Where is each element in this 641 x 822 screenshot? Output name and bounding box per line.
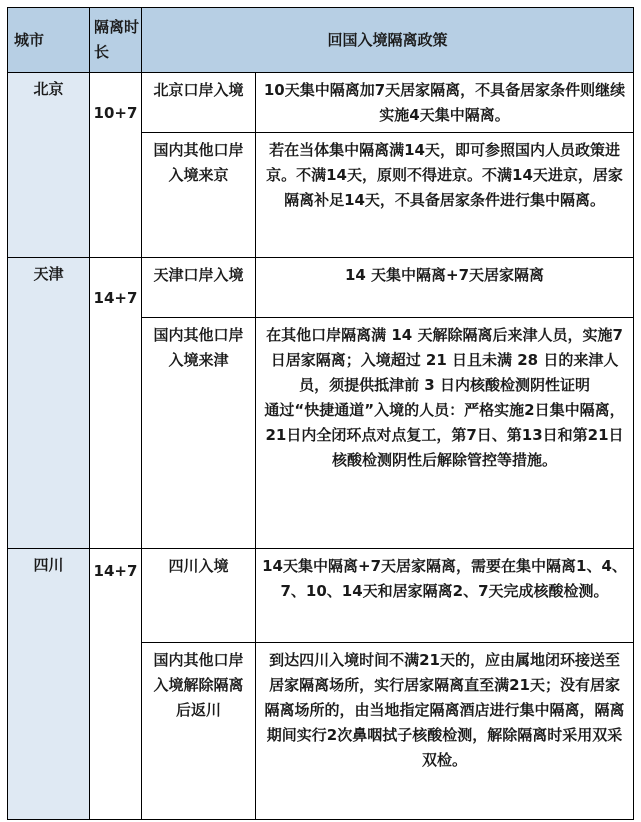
header-policy: 回国入境隔离政策 bbox=[142, 8, 634, 73]
entry-type-cell: 国内其他口岸入境来津 bbox=[142, 318, 256, 549]
city-cell-tianjin: 天津 bbox=[8, 258, 90, 549]
duration-cell-sichuan: 14+7 bbox=[90, 549, 142, 820]
header-duration: 隔离时长 bbox=[90, 8, 142, 73]
entry-type-cell: 天津口岸入境 bbox=[142, 258, 256, 318]
policy-cell: 14 天集中隔离+7天居家隔离 bbox=[256, 258, 634, 318]
policy-cell: 若在当体集中隔离满14天，即可参照国内人员政策进京。不满14天，原则不得进京。不满14天进京，居家隔离补足14天，不具备居家条件进行集中隔离。 bbox=[256, 133, 634, 258]
policy-cell: 到达四川入境时间不满21天的，应由属地闭环接送至居家隔离场所，实行居家隔离直至满21天；没有居家隔离场所的，由当地指定隔离酒店进行集中隔离，隔离期间实行2次鼻咽拭子核酸检测，解除隔离时采用双采双检。 bbox=[256, 643, 634, 820]
entry-type-cell: 四川入境 bbox=[142, 549, 256, 643]
table-row bbox=[8, 73, 634, 133]
entry-type-cell: 国内其他口岸入境解除隔离后返川 bbox=[142, 643, 256, 820]
policy-table bbox=[7, 7, 634, 820]
table-row bbox=[8, 258, 634, 318]
policy-cell: 10天集中隔离加7天居家隔离，不具备居家条件则继续实施4天集中隔离。 bbox=[256, 73, 634, 133]
header-row bbox=[8, 8, 634, 73]
duration-cell-tianjin: 14+7 bbox=[90, 258, 142, 549]
table-row bbox=[8, 549, 634, 643]
entry-type-cell: 国内其他口岸入境来京 bbox=[142, 133, 256, 258]
duration-cell-beijing: 10+7 bbox=[90, 73, 142, 258]
header-city: 城市 bbox=[8, 8, 90, 73]
city-cell-sichuan: 四川 bbox=[8, 549, 90, 820]
policy-cell: 14天集中隔离+7天居家隔离，需要在集中隔离1、4、7、10、14天和居家隔离2、7天完成核酸检测。 bbox=[256, 549, 634, 643]
policy-cell: 在其他口岸隔离满 14 天解除隔离后来津人员，实施7日居家隔离；入境超过 21 日且未满 28 日的来津人员，须提供抵津前 3 日内核酸检测阴性证明 通过“快捷通道”入境的人员：严格实施2日集中隔离，21日内全闭环点对点复工，第7日、第13日和第21日核酸检测阴性后解除管控等措施。 bbox=[256, 318, 634, 549]
entry-type-cell: 北京口岸入境 bbox=[142, 73, 256, 133]
city-cell-beijing: 北京 bbox=[8, 73, 90, 258]
